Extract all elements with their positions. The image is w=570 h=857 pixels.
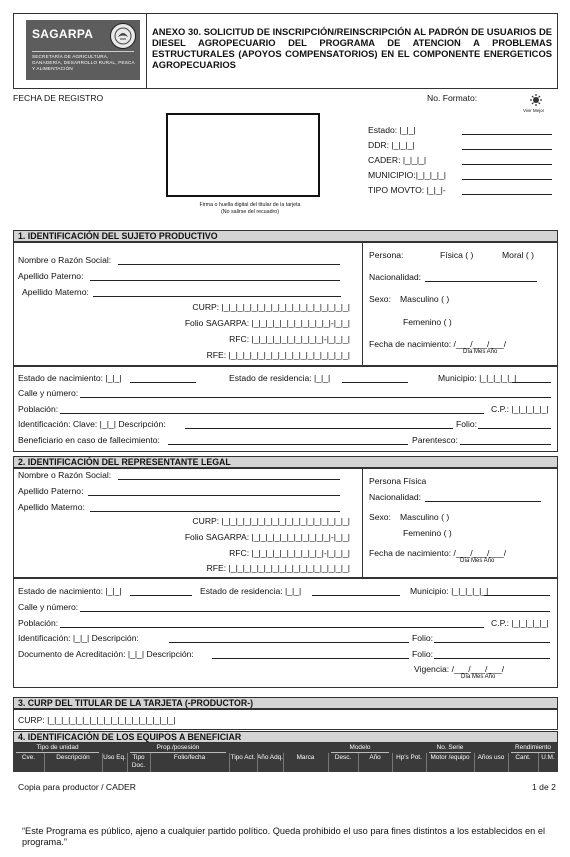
- s1-beneficiario-line[interactable]: [168, 444, 408, 445]
- s2-calle-line[interactable]: [80, 611, 550, 612]
- s1-curp[interactable]: CURP: |_|_|_|_|_|_|_|_|_|_|_|_|_|_|_|_|_|_|: [192, 302, 350, 312]
- s1-beneficiario-label: Beneficiario en caso de fallecimiento:: [18, 435, 160, 445]
- equipment-group-header-4: Rendimiento: [515, 744, 551, 751]
- s2-sexo-label: Sexo:: [369, 512, 391, 522]
- equipment-col-header-9: Año: [369, 754, 381, 761]
- equipment-col-separator: [257, 753, 258, 772]
- equipment-col-header-8: Desc.: [334, 754, 352, 761]
- s2-curp[interactable]: CURP: |_|_|_|_|_|_|_|_|_|_|_|_|_|_|_|_|_|_|: [192, 516, 350, 526]
- equipment-col-separator: [508, 753, 509, 772]
- equipment-col-header-1: Descripción: [56, 754, 90, 761]
- equipment-col-separator: [358, 753, 359, 772]
- s2-rfc[interactable]: RFC: |_|_|_|_|_|_|_|_|_|_|-|_|_|_|: [229, 548, 350, 558]
- s2-nacionalidad-line[interactable]: [425, 501, 541, 502]
- s2-documento[interactable]: Documento de Acreditación: |_|_| Descripción:: [18, 649, 194, 659]
- s2-estado-res[interactable]: Estado de residencia: |_|_|: [200, 586, 302, 596]
- form-title: ANEXO 30. SOLICITUD DE INSCRIPCIÓN/REINSCRIPCIÓN AL PADRÓN DE USUARIOS DE DIESEL AGROPECUARIO DEL PROGRAMA DE ATENCION A PROBLEMAS ESTRUCTURALES (APOYOS COMPENSATORIOS) EN EL COMPONENTE ENERGETICOS AGROPECUARIOS: [152, 26, 552, 70]
- cader-line: [462, 164, 552, 165]
- equipment-col-separator: [538, 753, 539, 772]
- equipment-col-header-6: Año Adq.: [257, 754, 283, 761]
- s2-cp[interactable]: C.P.: |_|_|_|_|_|: [491, 618, 549, 628]
- equipment-group-rule-0: [16, 752, 99, 753]
- s2-persona-label: Persona Física: [369, 476, 427, 486]
- ddr-line: [462, 149, 552, 150]
- firma-box[interactable]: [166, 113, 320, 197]
- equipment-col-separator: [426, 753, 427, 772]
- eagle-seal-icon: [110, 23, 136, 49]
- s2-vigencia[interactable]: Vigencia: /___/___/___/: [414, 664, 505, 674]
- equipment-col-header-11: Motor /equipo: [430, 754, 470, 761]
- cader-label: CADER: |_|_|_|: [368, 155, 427, 165]
- s2-documento-line[interactable]: [212, 658, 409, 659]
- logo-brand: SAGARPA: [32, 27, 94, 41]
- equipment-group-header-2: Modelo: [349, 744, 371, 751]
- s1-poblacion-label: Población:: [18, 404, 59, 414]
- equipment-group-header-3: No. Serie: [436, 744, 464, 751]
- s2-folio-label: Folio:: [412, 633, 434, 643]
- s2-nombre-line[interactable]: [118, 479, 340, 480]
- estado-line: [462, 134, 552, 135]
- s1-rfe[interactable]: RFE: |_|_|_|_|_|_|_|_|_|_|_|_|_|_|_|_|_|: [206, 350, 350, 360]
- tipo-movto-label: TIPO MOVTO: |_|_|-: [368, 185, 446, 195]
- equipment-group-rule-2: [331, 752, 389, 753]
- s1-masculino-option[interactable]: Masculino ( ): [400, 294, 450, 304]
- equipment-col-separator: [474, 753, 475, 772]
- ddr-label: DDR: |_|_|_|: [368, 140, 415, 150]
- logo-subtitle: SECRETARÍA DE AGRICULTURA, GANADERÍA, DESARROLLO RURAL, PESCA Y ALIMENTACIÓN: [32, 54, 135, 71]
- equipment-col-separator: [328, 753, 329, 772]
- s1-municipio-line[interactable]: [512, 382, 551, 383]
- s1-parentesco-line[interactable]: [460, 444, 551, 445]
- s2-estado-nac-line[interactable]: [130, 595, 192, 596]
- s1-identificacion[interactable]: Identificación: Clave: |_|_| Descripción:: [18, 419, 166, 429]
- s1-calle-line[interactable]: [80, 397, 551, 398]
- equipment-group-rule-4: [511, 752, 555, 753]
- s1-municipio[interactable]: Municipio: |_|_|_|_|_|: [438, 373, 517, 383]
- tipo-movto-line: [462, 194, 552, 195]
- s1-calle-label: Calle y número:: [18, 388, 79, 398]
- equipment-group-rule-3: [429, 752, 471, 753]
- equipment-col-header-4: Folio/fecha: [173, 754, 206, 761]
- s1-estado-nac[interactable]: Estado de nacimiento: |_|_|: [18, 373, 122, 383]
- s2-apellido-paterno-label: Apellido Paterno:: [18, 486, 84, 496]
- vivir-mejor-text: Vivir Mejor: [523, 108, 545, 113]
- s2-municipio-line[interactable]: [484, 595, 550, 596]
- s2-rfe[interactable]: RFE: |_|_|_|_|_|_|_|_|_|_|_|_|_|_|_|_|_|: [206, 563, 350, 573]
- s1-folio[interactable]: Folio SAGARPA: |_|_|_|_|_|_|_|_|_|_|_|-|_|_|: [184, 318, 350, 328]
- equipment-col-header-5: Tipo Act.: [230, 754, 256, 761]
- s1-nombre-label: Nombre o Razón Social:: [18, 255, 112, 265]
- s3-curp[interactable]: CURP: |_|_|_|_|_|_|_|_|_|_|_|_|_|_|_|_|_|_|: [18, 715, 176, 725]
- footer-page-number: 1 de 2: [532, 782, 556, 792]
- s1-estado-res[interactable]: Estado de residencia: |_|_|: [229, 373, 331, 383]
- vivir-mejor-logo-icon: [528, 94, 544, 106]
- fecha-registro-label: FECHA DE REGISTRO: [13, 93, 104, 103]
- equipment-col-header-2: Uso Eq.: [103, 754, 126, 761]
- s1-sexo-label: Sexo:: [369, 294, 391, 304]
- s2-identificacion[interactable]: Identificación: |_|_| Descripción:: [18, 633, 139, 643]
- s1-parentesco-label: Parentesco:: [412, 435, 458, 445]
- equipment-group-header-0: Tipo de unidad: [36, 744, 79, 751]
- equipment-group-header-1: Prop./posesión: [156, 744, 200, 751]
- logo-rule: [32, 51, 134, 52]
- municipio-label: MUNICIPIO:|_|_|_|_|: [368, 170, 447, 180]
- footer-copia: Copia para productor / CADER: [18, 782, 136, 792]
- estado-label: Estado: |_|_|: [368, 125, 416, 135]
- s1-poblacion-line[interactable]: [60, 413, 484, 414]
- section1-divider: [362, 242, 363, 366]
- footer-legend: “Este Programa es público, ajeno a cualquier partido político. Queda prohibido el uso para fines distintos a los establecidos en el programa.”: [22, 826, 545, 847]
- equipment-col-separator: [392, 753, 393, 772]
- equipment-col-separator: [102, 753, 103, 772]
- s1-apellido-paterno-label: Apellido Paterno:: [18, 271, 84, 281]
- s2-femenino-option[interactable]: Femenino ( ): [403, 528, 452, 538]
- s2-dia-mes-anio-2: Día Mes Año: [461, 674, 496, 680]
- s1-estado-res-line[interactable]: [342, 382, 408, 383]
- equipment-col-header-14: U.M.: [541, 754, 555, 761]
- s2-nombre-label: Nombre o Razón Social:: [18, 470, 112, 480]
- equipment-col-separator: [283, 753, 284, 772]
- section2-header: 2. IDENTIFICACIÓN DEL REPRESENTANTE LEGAL: [13, 456, 558, 468]
- s1-moral-option[interactable]: Moral ( ): [502, 250, 534, 260]
- s2-nacionalidad-label: Nacionalidad:: [369, 492, 422, 502]
- s2-estado-nac[interactable]: Estado de nacimiento: |_|_|: [18, 586, 122, 596]
- s2-apellido-materno-label: Apellido Materno:: [18, 502, 85, 512]
- equipment-col-header-10: Hp's Pot.: [396, 754, 422, 761]
- section3-header: 3. CURP DEL TITULAR DE LA TARJETA (-PRODUCTOR-): [13, 697, 558, 709]
- s1-folio-line[interactable]: [478, 428, 551, 429]
- s2-folio[interactable]: Folio SAGARPA: |_|_|_|_|_|_|_|_|_|_|_|-|_|_|: [184, 532, 350, 542]
- municipio-line: [462, 179, 552, 180]
- equipment-col-separator: [127, 753, 128, 772]
- s1-fisica-option[interactable]: Física ( ): [440, 250, 474, 260]
- s2-folio-line[interactable]: [434, 642, 550, 643]
- s2-dia-mes-anio: Día Mes Año: [460, 558, 495, 564]
- s2-folio-doc-line[interactable]: [434, 658, 550, 659]
- s2-masculino-option[interactable]: Masculino ( ): [400, 512, 450, 522]
- header-divider: [146, 13, 147, 89]
- equipment-col-header-12: Años uso: [477, 754, 505, 761]
- s2-poblacion-line[interactable]: [60, 627, 484, 628]
- sagarpa-logo: [26, 20, 140, 80]
- firma-caption: Firma o huella digital del titular de la tarjeta (No salirse del recuadro): [199, 202, 301, 215]
- s1-apellido-materno-label: Apellido Materno:: [22, 287, 89, 297]
- s1-apellido-materno-line[interactable]: [93, 296, 341, 297]
- s1-persona-label: Persona:: [369, 250, 404, 260]
- equipment-col-separator: [229, 753, 230, 772]
- s1-cp[interactable]: C.P.: |_|_|_|_|_|: [491, 404, 549, 414]
- equipment-col-header-3: Tipo Doc.: [131, 754, 146, 769]
- s1-rfc[interactable]: RFC: |_|_|_|_|_|_|_|_|_|_|-|_|_|_|: [229, 334, 350, 344]
- s2-apellido-paterno-line[interactable]: [88, 495, 340, 496]
- no-formato-label: No. Formato:: [427, 93, 478, 103]
- s1-folio-label: Folio:: [456, 419, 478, 429]
- equipment-col-header-13: Cant.: [515, 754, 531, 761]
- s1-nombre-line[interactable]: [118, 264, 340, 265]
- s1-fecha-nac[interactable]: Fecha de nacimiento: /___/___/___/: [369, 339, 507, 349]
- s1-descripcion-line[interactable]: [185, 428, 453, 429]
- s2-folio-doc-label: Folio:: [412, 649, 434, 659]
- s1-nacionalidad-line[interactable]: [425, 281, 537, 282]
- s2-calle-label: Calle y número:: [18, 602, 79, 612]
- s1-apellido-paterno-line[interactable]: [90, 280, 340, 281]
- equipment-col-header-7: Marca: [296, 754, 315, 761]
- equipment-col-separator: [150, 753, 151, 772]
- equipment-col-separator: [44, 753, 45, 772]
- section2-divider: [362, 468, 363, 578]
- s2-poblacion-label: Población:: [18, 618, 59, 628]
- s1-femenino-option[interactable]: Femenino ( ): [403, 317, 452, 327]
- s1-nacionalidad-label: Nacionalidad:: [369, 272, 422, 282]
- equipment-group-rule-1: [130, 752, 226, 753]
- s2-estado-res-line[interactable]: [312, 595, 400, 596]
- s2-municipio[interactable]: Municipio: |_|_|_|_|_|: [410, 586, 489, 596]
- s1-dia-mes-anio: Día Mes Año: [463, 349, 498, 355]
- s1-estado-nac-line[interactable]: [130, 382, 196, 383]
- s2-apellido-materno-line[interactable]: [90, 511, 340, 512]
- section4-header: 4. IDENTIFICACIÓN DE LOS EQUIPOS A BENEFICIAR: [13, 731, 558, 743]
- section1-header: 1. IDENTIFICACIÓN DEL SUJETO PRODUCTIVO: [13, 230, 558, 242]
- equipment-col-header-0: Cve.: [21, 754, 36, 761]
- s2-descripcion-line[interactable]: [169, 642, 409, 643]
- s2-fecha-nac[interactable]: Fecha de nacimiento: /___/___/___/: [369, 548, 507, 558]
